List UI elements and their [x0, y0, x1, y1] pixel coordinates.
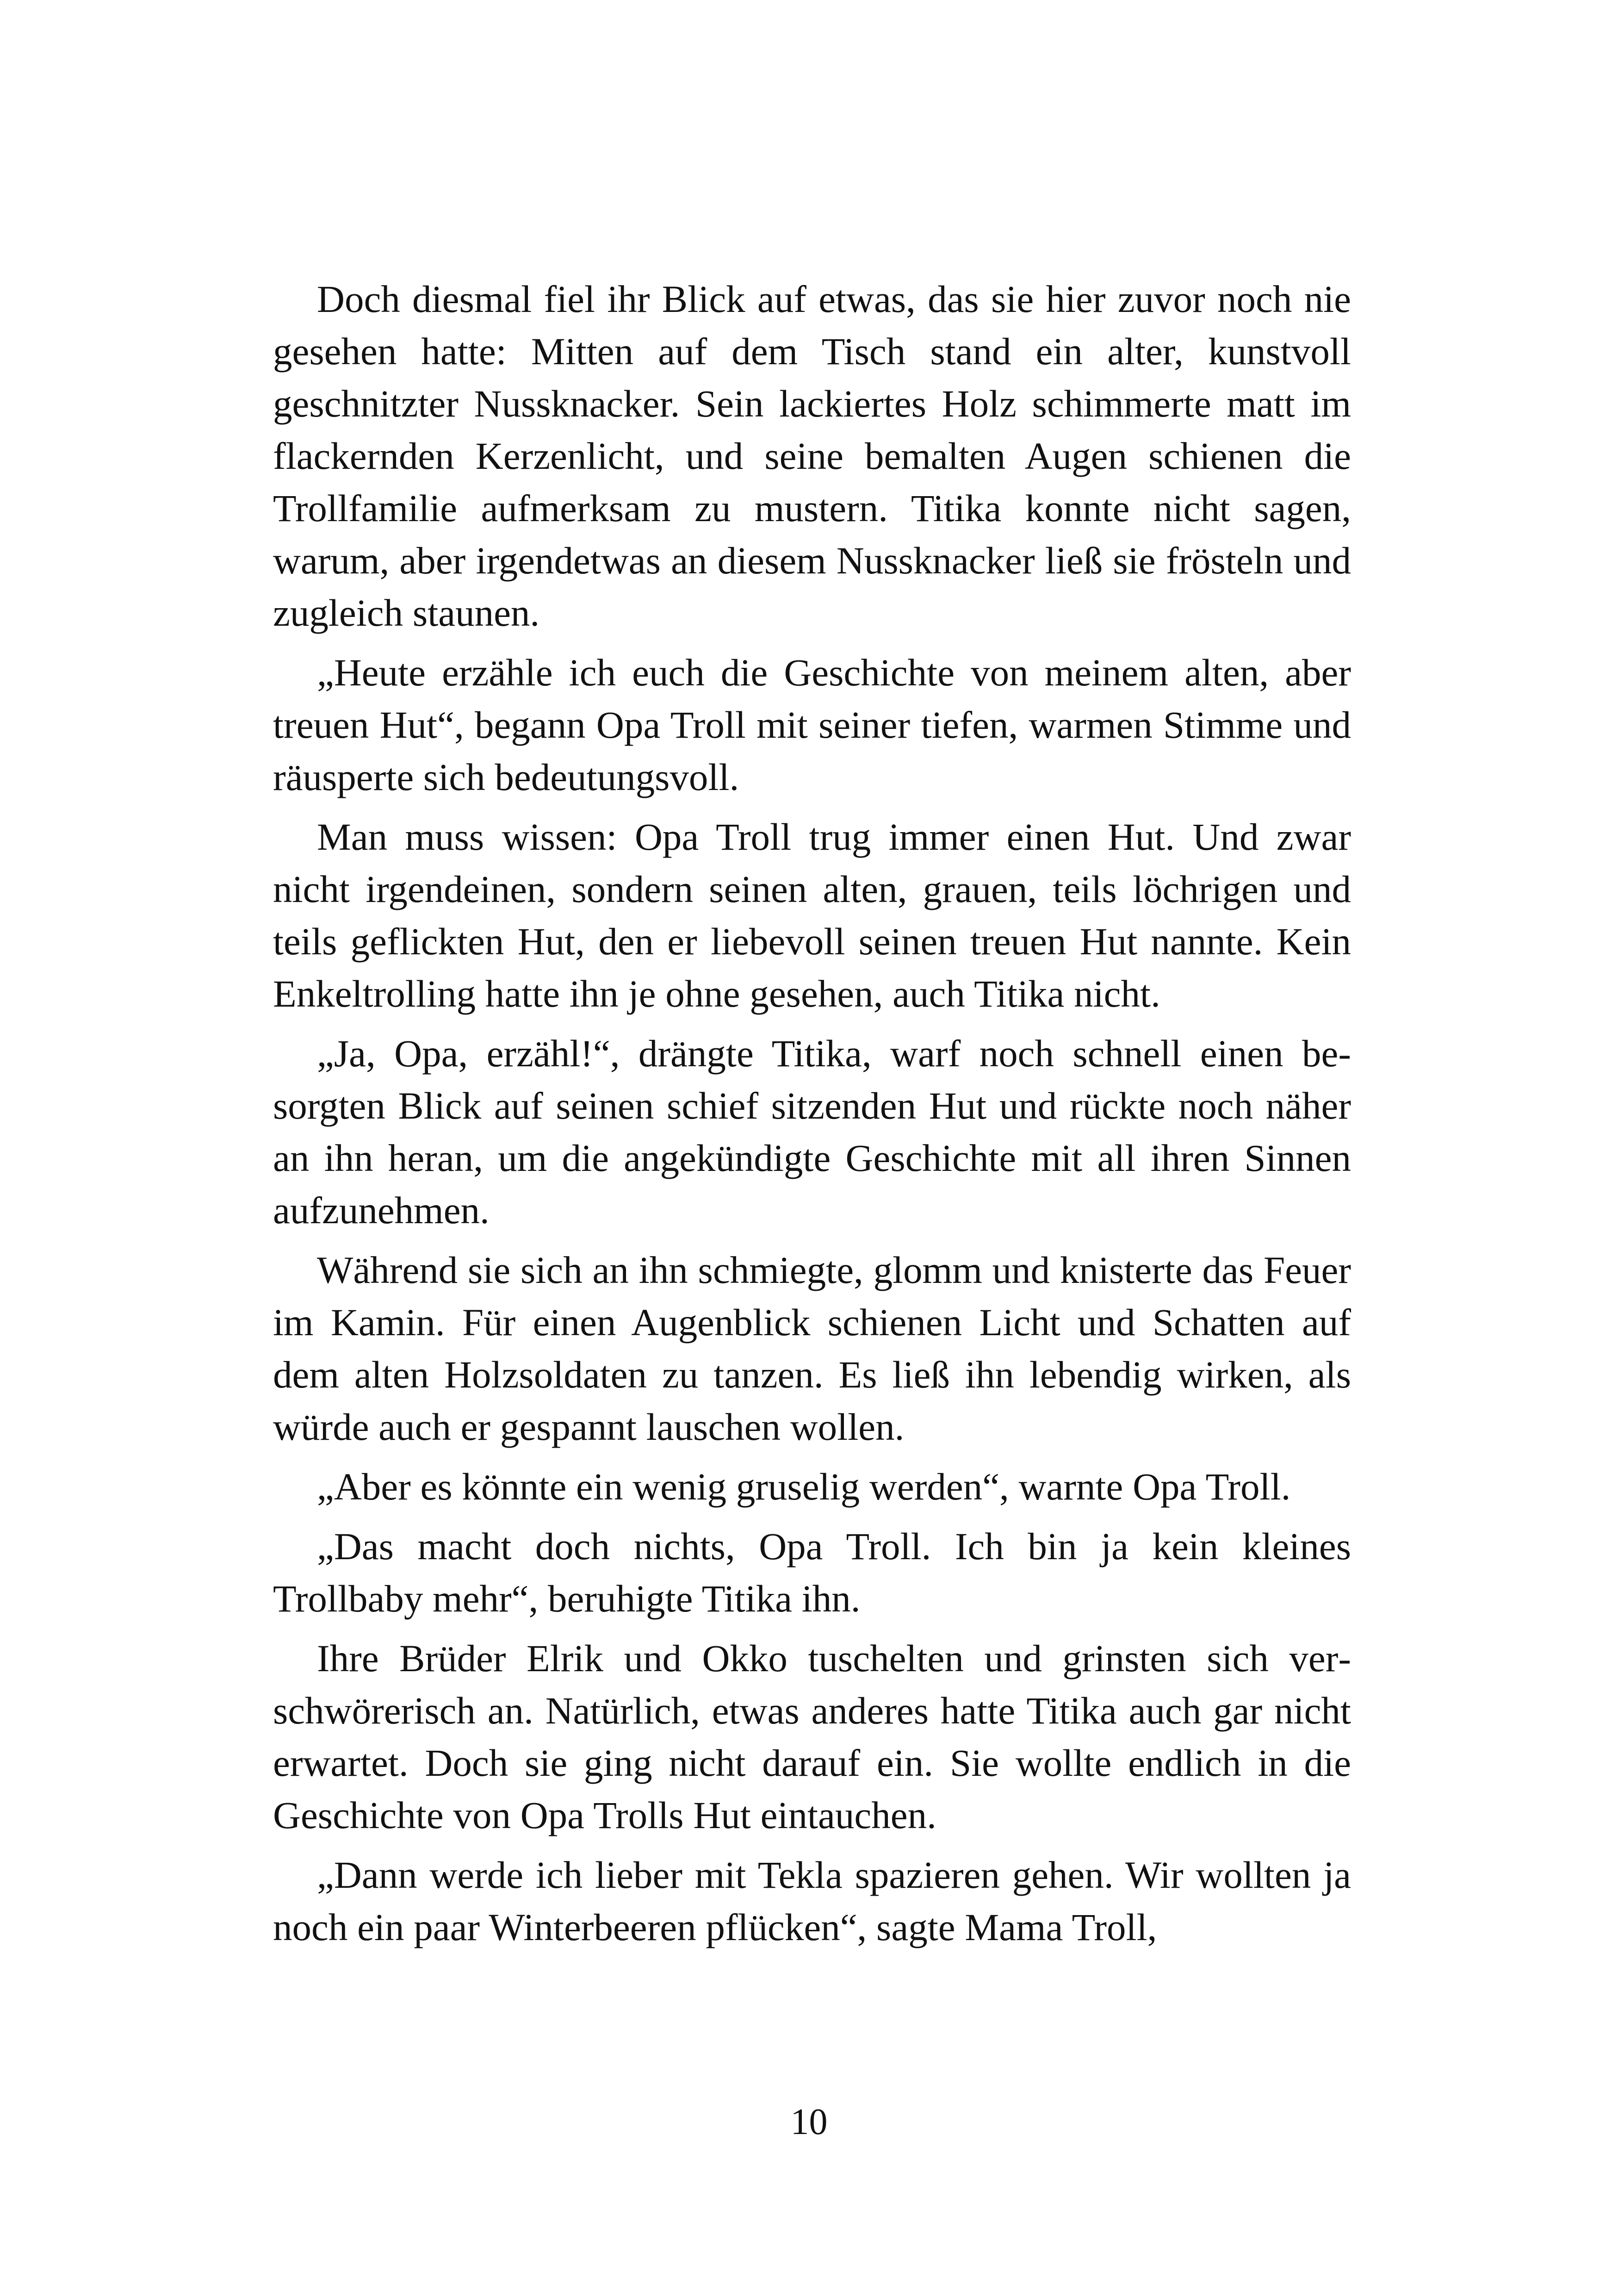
page-number: 10 — [790, 2102, 828, 2142]
paragraph-3: Man muss wissen: Opa Troll trug immer einen Hut. Und zwar nicht irgendeinen, sondern seinen alten, grauen, teils löchrigen und teils geflickten Hut, den er liebevoll seinen treuen Hut nannte. Kein Enkeltrolling hatte ihn je ohne gesehen, auch Titika nicht. — [273, 815, 1351, 1015]
paragraph-2: „Heute erzähle ich euch die Geschichte von meinem alten, aber treuen Hut“, begann Opa Troll mit seiner tiefen, warmen Stimme und räusperte sich bedeutungsvoll. — [273, 651, 1351, 798]
paragraph-4: „Ja, Opa, erzähl!“, drängte Titika, warf noch schnell einen besorgten Blick auf seinen schief sitzenden Hut und rückte noch näher an ihn heran, um die angekündigte Geschichte mit all ihren Sinnen aufzunehmen. — [273, 1032, 1351, 1232]
paragraph-8: Ihre Brüder Elrik und Okko tuschelten und grinsten sich verschwörerisch an. Natürlich, etwas anderes hatte Titika auch gar nicht erwartet. Doch sie ging nicht darauf ein. Sie wollte endlich in die Geschichte von Opa Trolls Hut eintauchen. — [273, 1637, 1351, 1836]
body-text — [273, 273, 1351, 1954]
paragraph-1: Doch diesmal fiel ihr Blick auf etwas, das sie hier zuvor noch nie gesehen hatte: Mitten auf dem Tisch stand ein alter, kunstvoll geschnitzter Nussknacker. Sein lackiertes Holz schimmerte matt im flackernden Kerzenlicht, und seine bemalten Augen schienen die Trollfamilie aufmerksam zu mustern. Titika konnte nicht sagen, warum, aber irgendetwas an diesem Nussknacker ließ sie frösteln und zugleich staunen. — [273, 278, 1351, 634]
paragraph-9: „Dann werde ich lieber mit Tekla spazieren gehen. Wir wollten ja noch ein paar Winterbeeren pflücken“, sagte Mama Troll, — [273, 1854, 1351, 1948]
paragraph-6: „Aber es könnte ein wenig gruselig werden“, warnte Opa Troll. — [317, 1465, 1291, 1508]
paragraph-5: Während sie sich an ihn schmiegte, glomm und knisterte das Feuer im Kamin. Für einen Augenblick schienen Licht und Schatten auf dem alten Holzsoldaten zu tanzen. Es ließ ihn lebendig wirken, als würde auch er gespannt lauschen wollen. — [273, 1249, 1351, 1448]
paragraph-7: „Das macht doch nichts, Opa Troll. Ich bin ja kein kleines Trollbaby mehr“, beruhigte Titika ihn. — [273, 1525, 1351, 1620]
